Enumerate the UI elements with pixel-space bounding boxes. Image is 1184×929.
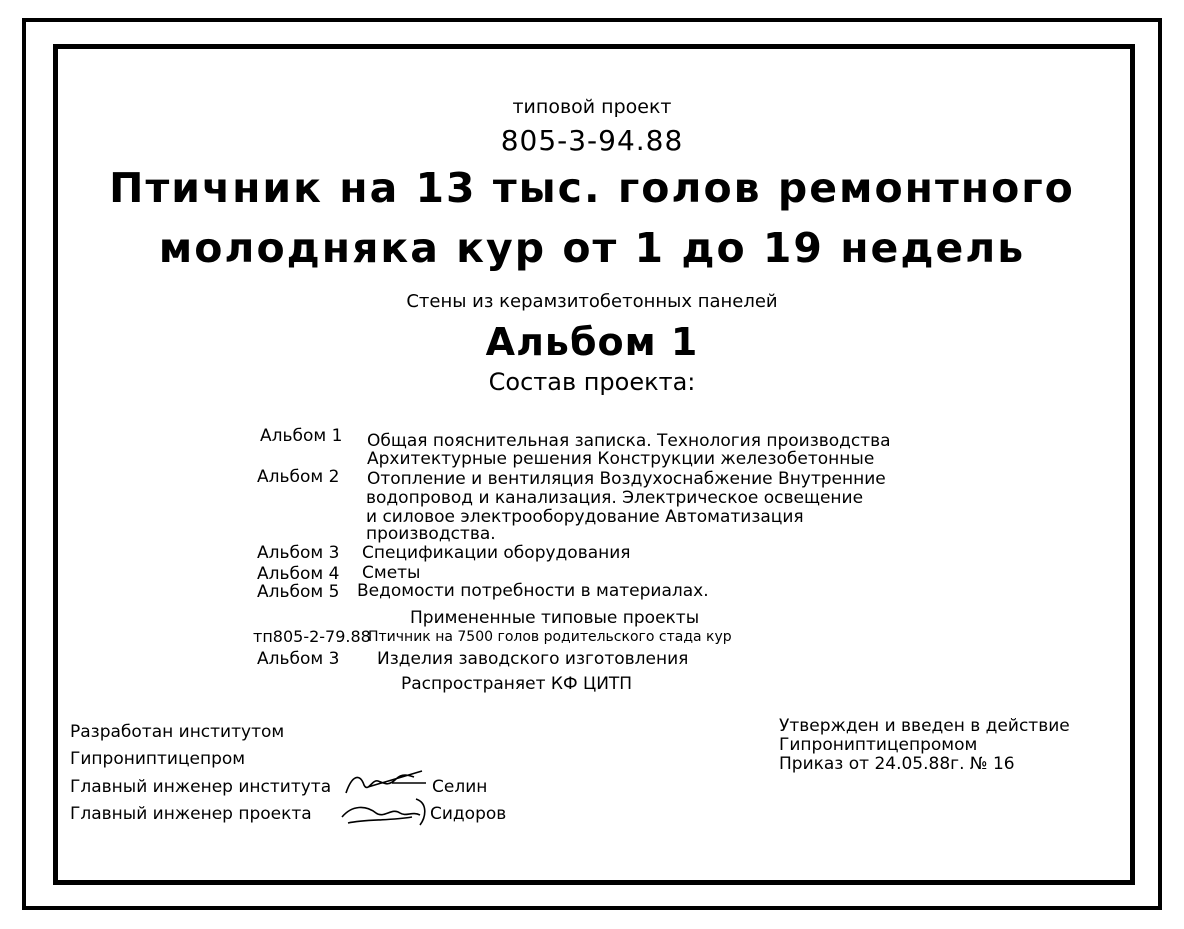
album-3-line-1: Спецификации оборудования [362, 543, 631, 563]
album-title: Альбом 1 [485, 320, 699, 364]
signature-selin [338, 765, 430, 799]
album-5-line-1: Ведомости потребности в материалах. [357, 581, 709, 601]
signature-sidorov [336, 795, 434, 831]
title-line-1: Птичник на 13 тыс. голов ремонтного [109, 164, 1075, 212]
album-2-line-4: производства. [366, 524, 496, 544]
album-1-label: Альбом 1 [260, 426, 343, 446]
album-5-label: Альбом 5 [257, 582, 340, 602]
approval-line-1: Утвержден и введен в действие [779, 716, 1070, 736]
applied-heading: Примененные типовые проекты [410, 608, 700, 628]
developer-line-2: Гипрониптицепром [70, 749, 246, 769]
album-4-line-1: Сметы [362, 563, 421, 583]
title-line-2: молодняка кур от 1 до 19 недель [158, 224, 1026, 272]
album-2-line-2: водопровод и канализация. Электрическое освещение [366, 488, 864, 508]
album-2-label: Альбом 2 [257, 467, 340, 487]
chief-project-role: Главный инженер проекта [70, 804, 312, 824]
developer-line-1: Разработан институтом [70, 722, 285, 742]
applied-code: тп805-2-79.88 [253, 627, 371, 646]
album-1-line-1: Общая пояснительная записка. Технология производства [367, 431, 891, 451]
album-4-label: Альбом 4 [257, 564, 340, 584]
album-2-line-1: Отопление и вентиляция Воздухоснабжение Внутренние [367, 469, 886, 489]
composition-heading: Состав проекта: [488, 368, 696, 396]
approval-line-3: Приказ от 24.05.88г. № 16 [779, 754, 1015, 774]
chief-institute-name: Селин [432, 777, 488, 797]
project-number: 805-3-94.88 [500, 124, 684, 157]
applied-album-label: Альбом 3 [257, 649, 340, 669]
chief-project-name: Сидоров [430, 804, 507, 824]
chief-institute-role: Главный инженер института [70, 777, 332, 797]
album-1-line-2: Архитектурные решения Конструкции железобетонные [367, 449, 875, 469]
approval-line-2: Гипрониптицепромом [779, 735, 978, 755]
project-label: типовой проект [512, 96, 672, 118]
applied-line-2: Изделия заводского изготовления [377, 649, 689, 669]
applied-line-1: Птичник на 7500 голов родительского стада кур [368, 629, 732, 645]
album-2-line-3: и силовое электрооборудование Автоматизация [366, 507, 804, 527]
walls-subtitle: Стены из керамзитобетонных панелей [406, 291, 778, 312]
distributor: Распространяет КФ ЦИТП [401, 674, 633, 694]
album-3-label: Альбом 3 [257, 543, 340, 563]
